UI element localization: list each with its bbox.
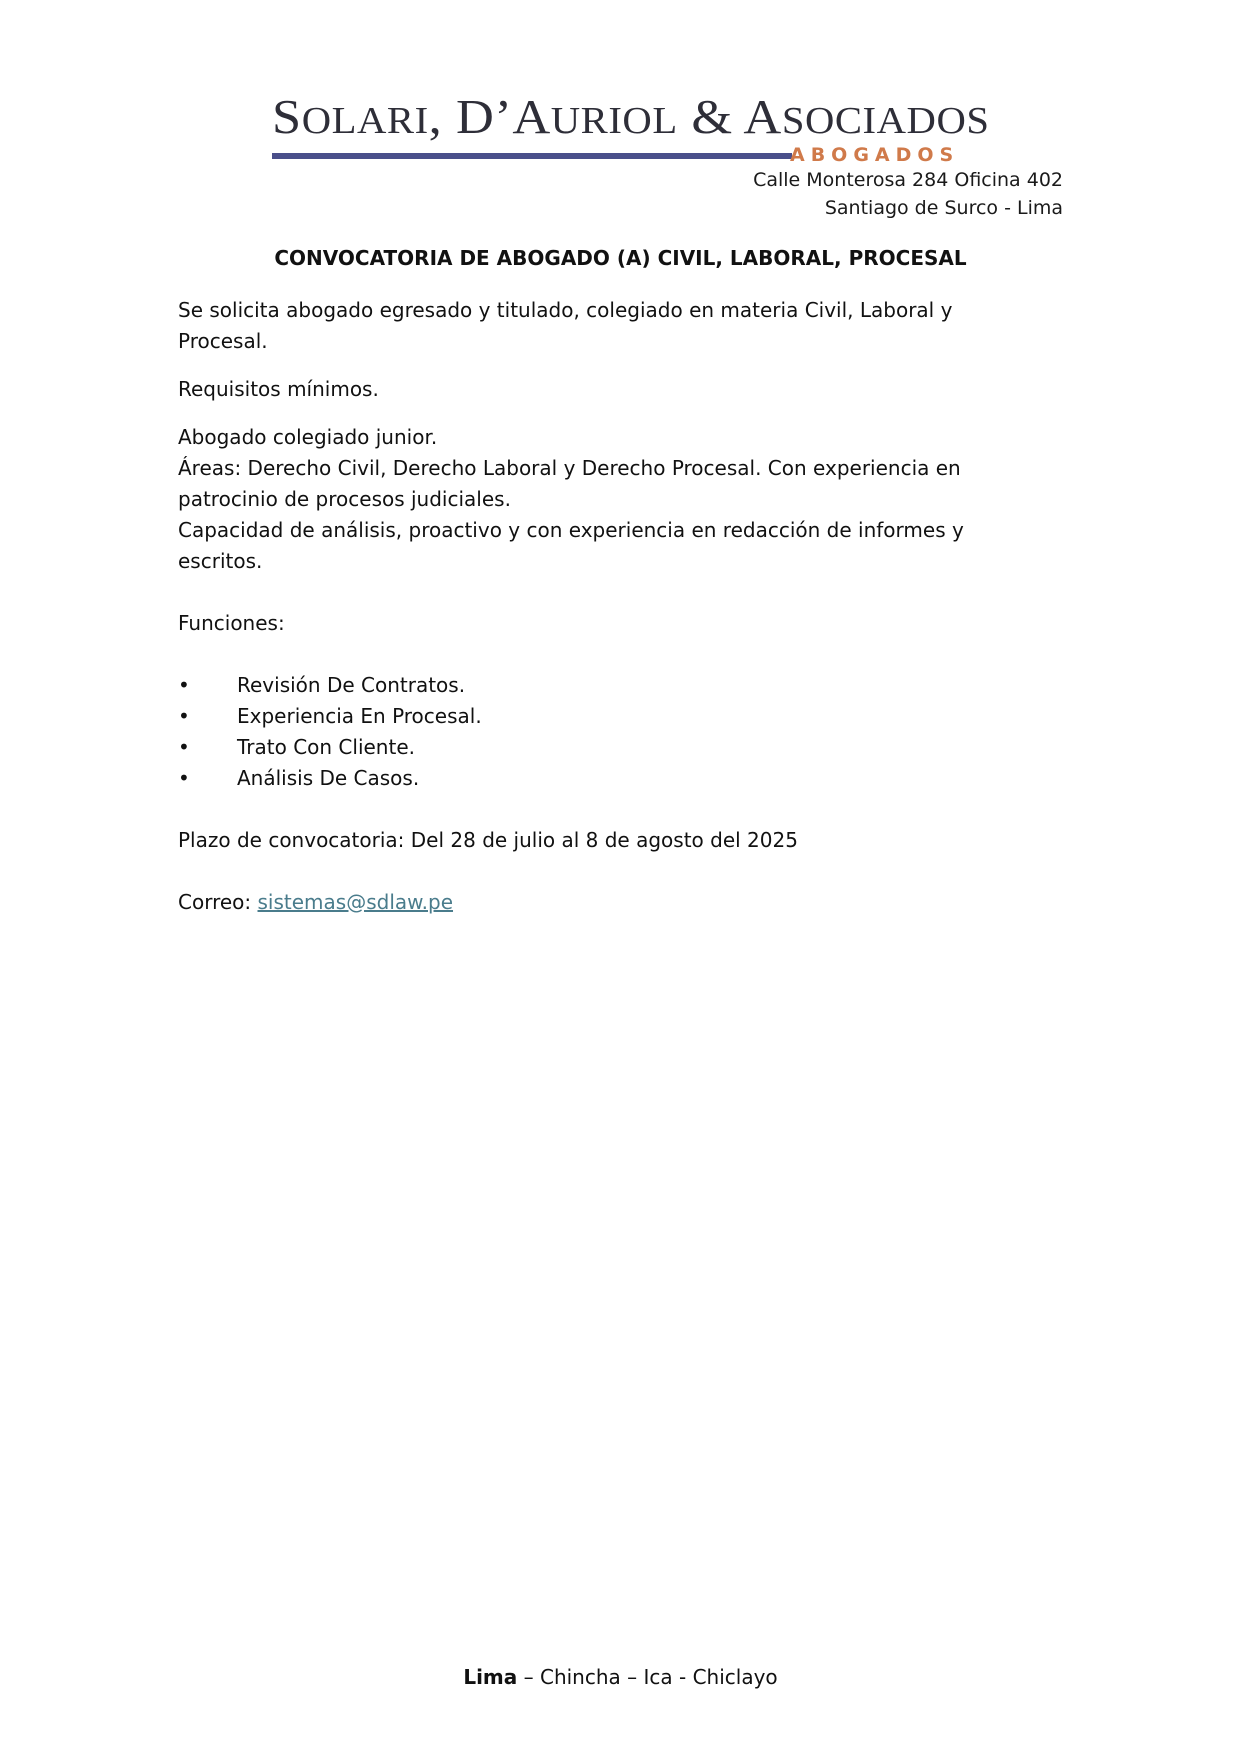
email-label: Correo:	[178, 890, 252, 914]
address-line-2: Santiago de Surco - Lima	[824, 197, 1063, 219]
function-label: Trato Con Cliente.	[237, 735, 415, 759]
requirement-line: Abogado colegiado junior.	[178, 425, 438, 449]
email-line	[178, 887, 1058, 918]
list-item	[178, 732, 1058, 763]
list-item	[178, 670, 1058, 701]
firm-subtitle: ABOGADOS	[790, 144, 960, 166]
document-title: CONVOCATORIA DE ABOGADO (A) CIVIL, LABORAL, PROCESAL	[274, 246, 967, 270]
footer-city-bold: Lima	[463, 1665, 518, 1689]
bullet-icon: •	[178, 735, 190, 759]
function-label: Experiencia En Procesal.	[237, 704, 482, 728]
intro-paragraph	[178, 295, 1058, 357]
functions-list	[178, 670, 1058, 794]
footer-cities	[0, 1665, 1241, 1689]
requirements-heading: Requisitos mínimos.	[178, 377, 379, 401]
requirement-line: Áreas: Derecho Civil, Derecho Laboral y Derecho Procesal. Con experiencia en	[178, 456, 961, 480]
list-item	[178, 701, 1058, 732]
logo-rule	[272, 153, 792, 159]
document-body	[178, 295, 1058, 918]
firm-name: SOLARI, D’AURIOL & ASOCIADOS	[272, 89, 990, 144]
list-item	[178, 763, 1058, 794]
bullet-icon: •	[178, 766, 190, 790]
requirement-line: Capacidad de análisis, proactivo y con experiencia en redacción de informes y	[178, 518, 964, 542]
requirement-line: escritos.	[178, 549, 263, 573]
intro-line-2: Procesal.	[178, 329, 268, 353]
function-label: Revisión De Contratos.	[237, 673, 466, 697]
firm-address	[753, 166, 1063, 222]
deadline-text: Plazo de convocatoria: Del 28 de julio al 8 de agosto del 2025	[178, 828, 798, 852]
requirements-list	[178, 422, 1058, 577]
footer-city-list: – Chincha – Ica - Chiclayo	[517, 1665, 778, 1689]
function-label: Análisis De Casos.	[237, 766, 420, 790]
bullet-icon: •	[178, 704, 190, 728]
firm-logo	[272, 89, 990, 172]
email-link[interactable]: sistemas@sdlaw.pe	[257, 890, 454, 914]
functions-heading: Funciones:	[178, 611, 285, 635]
intro-line-1: Se solicita abogado egresado y titulado, colegiado en materia Civil, Laboral y	[178, 298, 953, 322]
bullet-icon: •	[178, 673, 190, 697]
requirement-line: patrocinio de procesos judiciales.	[178, 487, 511, 511]
address-line-1: Calle Monterosa 284 Oficina 402	[753, 169, 1063, 191]
